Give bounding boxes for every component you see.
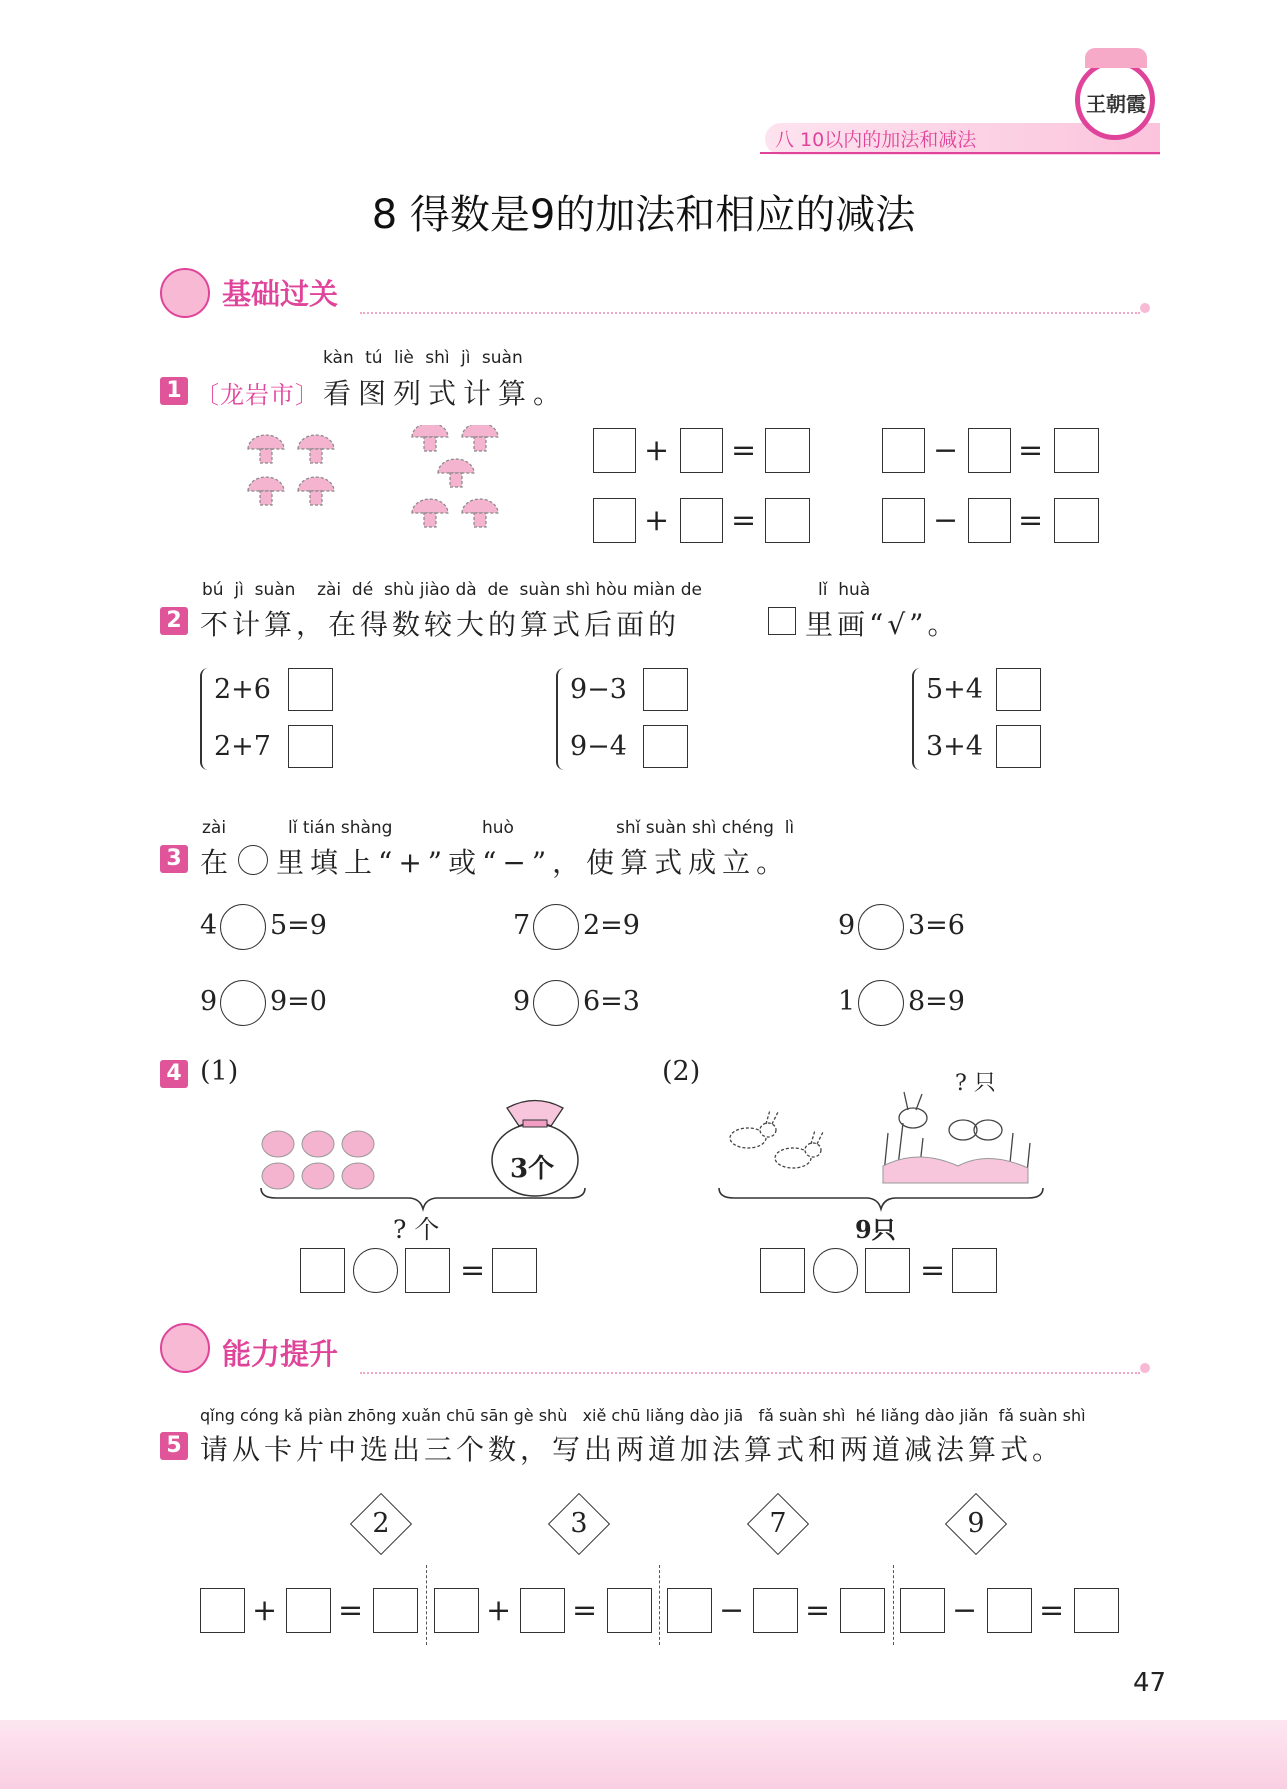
answer-box[interactable] <box>952 1248 997 1293</box>
answer-box[interactable] <box>520 1588 565 1633</box>
answer-box[interactable] <box>593 428 636 473</box>
plus-sign: + <box>486 1593 512 1628</box>
expression: 8=9 <box>908 986 965 1017</box>
equals-sign: = <box>338 1593 364 1628</box>
expression: 9=0 <box>270 986 327 1017</box>
expression: 2+6 <box>214 674 271 705</box>
equals-sign: = <box>805 1593 831 1628</box>
answer-box[interactable] <box>765 498 810 543</box>
answer-box[interactable] <box>405 1248 450 1293</box>
logo-crown-icon <box>1085 48 1147 68</box>
answer-box[interactable] <box>865 1248 910 1293</box>
answer-circle[interactable] <box>220 904 266 950</box>
answer-box[interactable] <box>968 498 1011 543</box>
answer-box[interactable] <box>900 1588 945 1633</box>
expression: 2=9 <box>583 910 640 941</box>
q2-pinyin: bú jì suàn zài dé shù jiào dà de suàn shì hòu miàn de <box>202 580 703 600</box>
answer-circle[interactable] <box>858 904 904 950</box>
q3-number: 3 <box>160 845 188 873</box>
minus-sign: − <box>952 1593 978 1628</box>
footer-band <box>0 1720 1287 1789</box>
answer-box[interactable] <box>1054 498 1099 543</box>
header-underline <box>760 152 1160 154</box>
expression: 5=9 <box>270 910 327 941</box>
section-basic-divider <box>360 312 1140 314</box>
q5-number: 5 <box>160 1432 188 1460</box>
equals-sign: = <box>1018 433 1044 468</box>
answer-circle[interactable] <box>220 980 266 1026</box>
brace-icon <box>200 668 210 770</box>
q4-question2: ? 只 <box>955 1071 996 1096</box>
divider <box>426 1565 427 1645</box>
answer-circle[interactable] <box>858 980 904 1026</box>
q1-text: 看图列式计算。 <box>323 377 569 410</box>
equals-sign: = <box>731 503 757 538</box>
page-title: 8 得数是9的加法和相应的减法 <box>371 192 916 238</box>
q2-text-2: 里画“√”。 <box>805 608 960 641</box>
equals-sign: = <box>1039 1593 1065 1628</box>
section-advanced-dots-icon <box>1140 1363 1150 1373</box>
divider <box>659 1565 660 1645</box>
girl-mascot-icon <box>160 268 210 318</box>
answer-box[interactable] <box>680 498 723 543</box>
header-chapter-text: 八 10以内的加法和减法 <box>775 129 977 151</box>
section-advanced-title: 能力提升 <box>222 1337 339 1371</box>
mushroom-icon <box>248 435 334 505</box>
expression: 2+7 <box>214 731 271 762</box>
answer-box[interactable] <box>593 498 636 543</box>
inline-box-icon <box>768 607 796 635</box>
answer-box[interactable] <box>286 1588 331 1633</box>
q3-pinyin: zài <box>202 818 227 838</box>
bag-label: 3个 <box>510 1154 555 1184</box>
answer-box[interactable] <box>882 428 925 473</box>
expression: 3=6 <box>908 910 965 941</box>
answer-box[interactable] <box>643 725 688 768</box>
number: 9 <box>200 986 218 1017</box>
rabbit-icon <box>730 1110 823 1168</box>
q2-pinyin-2: lǐ huà <box>818 580 871 600</box>
number: 1 <box>838 986 856 1017</box>
answer-box[interactable] <box>996 725 1041 768</box>
equals-sign: = <box>572 1593 598 1628</box>
section-basic-title: 基础过关 <box>222 277 339 311</box>
expression: 3+4 <box>926 731 983 762</box>
answer-circle[interactable] <box>353 1248 398 1293</box>
number: 7 <box>513 910 531 941</box>
expression: 5+4 <box>926 674 983 705</box>
answer-box[interactable] <box>1074 1588 1119 1633</box>
q1-tag: 〔龙岩市〕 <box>195 381 320 409</box>
answer-box[interactable] <box>680 428 723 473</box>
answer-box[interactable] <box>765 428 810 473</box>
q1-number: 1 <box>160 377 188 405</box>
q5-text: 请从卡片中选出三个数，写出两道加法算式和两道减法算式。 <box>200 1433 1065 1466</box>
answer-box[interactable] <box>200 1588 245 1633</box>
q1-pinyin: kàn tú liè shì jì suàn <box>323 348 523 368</box>
q5-pinyin: qǐng cóng kǎ piàn zhōng xuǎn chū sān gè shù xiě chū liǎng dào jiā fǎ suàn shì hé liǎng dào jiǎn fǎ suàn shì <box>200 1406 1086 1425</box>
minus-sign: − <box>933 433 959 468</box>
equals-sign: = <box>731 433 757 468</box>
answer-box[interactable] <box>373 1588 418 1633</box>
inline-circle-icon <box>238 845 268 875</box>
brace-icon <box>556 668 566 770</box>
brace-icon <box>912 668 922 770</box>
logo-text: 王朝霞 <box>1086 92 1146 116</box>
card-number: 9 <box>967 1508 985 1539</box>
q3-pinyin-2: lǐ tián shàng <box>288 818 393 838</box>
answer-box[interactable] <box>840 1588 885 1633</box>
q3-text: 在 <box>200 846 236 879</box>
q3-pinyin-3: huò <box>482 818 514 838</box>
answer-box[interactable] <box>667 1588 712 1633</box>
answer-box[interactable] <box>643 668 688 711</box>
answer-box[interactable] <box>987 1588 1032 1633</box>
q4-part1-label: (1) <box>200 1056 239 1087</box>
card-number: 2 <box>372 1508 390 1539</box>
equals-sign: = <box>460 1253 486 1288</box>
q4-total2: 9只 <box>855 1215 896 1244</box>
answer-box[interactable] <box>760 1248 805 1293</box>
number: 9 <box>513 986 531 1017</box>
q3-pinyin-4: shǐ suàn shì chéng lì <box>616 818 795 838</box>
q4-total1: ? 个 <box>393 1215 440 1244</box>
minus-sign: − <box>933 503 959 538</box>
q2-number: 2 <box>160 607 188 635</box>
section-advanced-divider <box>360 1372 1140 1374</box>
equals-sign: = <box>920 1253 946 1288</box>
answer-box[interactable] <box>882 498 925 543</box>
answer-circle[interactable] <box>813 1248 858 1293</box>
answer-circle[interactable] <box>533 980 579 1026</box>
q2-text: 不计算，在得数较大的算式后面的 <box>200 608 681 641</box>
answer-box[interactable] <box>753 1588 798 1633</box>
section-basic-dots-icon <box>1140 303 1150 313</box>
q4-number: 4 <box>160 1060 188 1088</box>
number: 4 <box>200 910 218 941</box>
mushroom-icon <box>412 425 498 527</box>
answer-box[interactable] <box>996 668 1041 711</box>
minus-sign: − <box>719 1593 745 1628</box>
mushroom-picture <box>240 425 520 545</box>
equals-sign: = <box>1018 503 1044 538</box>
answer-box[interactable] <box>288 725 333 768</box>
answer-box[interactable] <box>288 668 333 711</box>
plus-sign: + <box>252 1593 278 1628</box>
q4-part2-label: (2) <box>662 1056 701 1087</box>
answer-box[interactable] <box>300 1248 345 1293</box>
rabbits-picture <box>718 1088 1043 1193</box>
girl-mascot-icon <box>160 1323 210 1373</box>
plus-sign: + <box>644 503 670 538</box>
answer-box[interactable] <box>492 1248 537 1293</box>
answer-box[interactable] <box>968 428 1011 473</box>
expression: 9−4 <box>570 731 627 762</box>
expression: 6=3 <box>583 986 640 1017</box>
divider <box>893 1565 894 1645</box>
card-number: 7 <box>769 1508 787 1539</box>
page-number: 47 <box>1133 1668 1167 1698</box>
answer-circle[interactable] <box>533 904 579 950</box>
number: 9 <box>838 910 856 941</box>
plus-sign: + <box>644 433 670 468</box>
answer-box[interactable] <box>1054 428 1099 473</box>
card-number: 3 <box>570 1508 588 1539</box>
expression: 9−3 <box>570 674 627 705</box>
answer-box[interactable] <box>434 1588 479 1633</box>
answer-box[interactable] <box>607 1588 652 1633</box>
q3-text-2: 里填上“+”或“−”，使算式成立。 <box>276 846 791 879</box>
